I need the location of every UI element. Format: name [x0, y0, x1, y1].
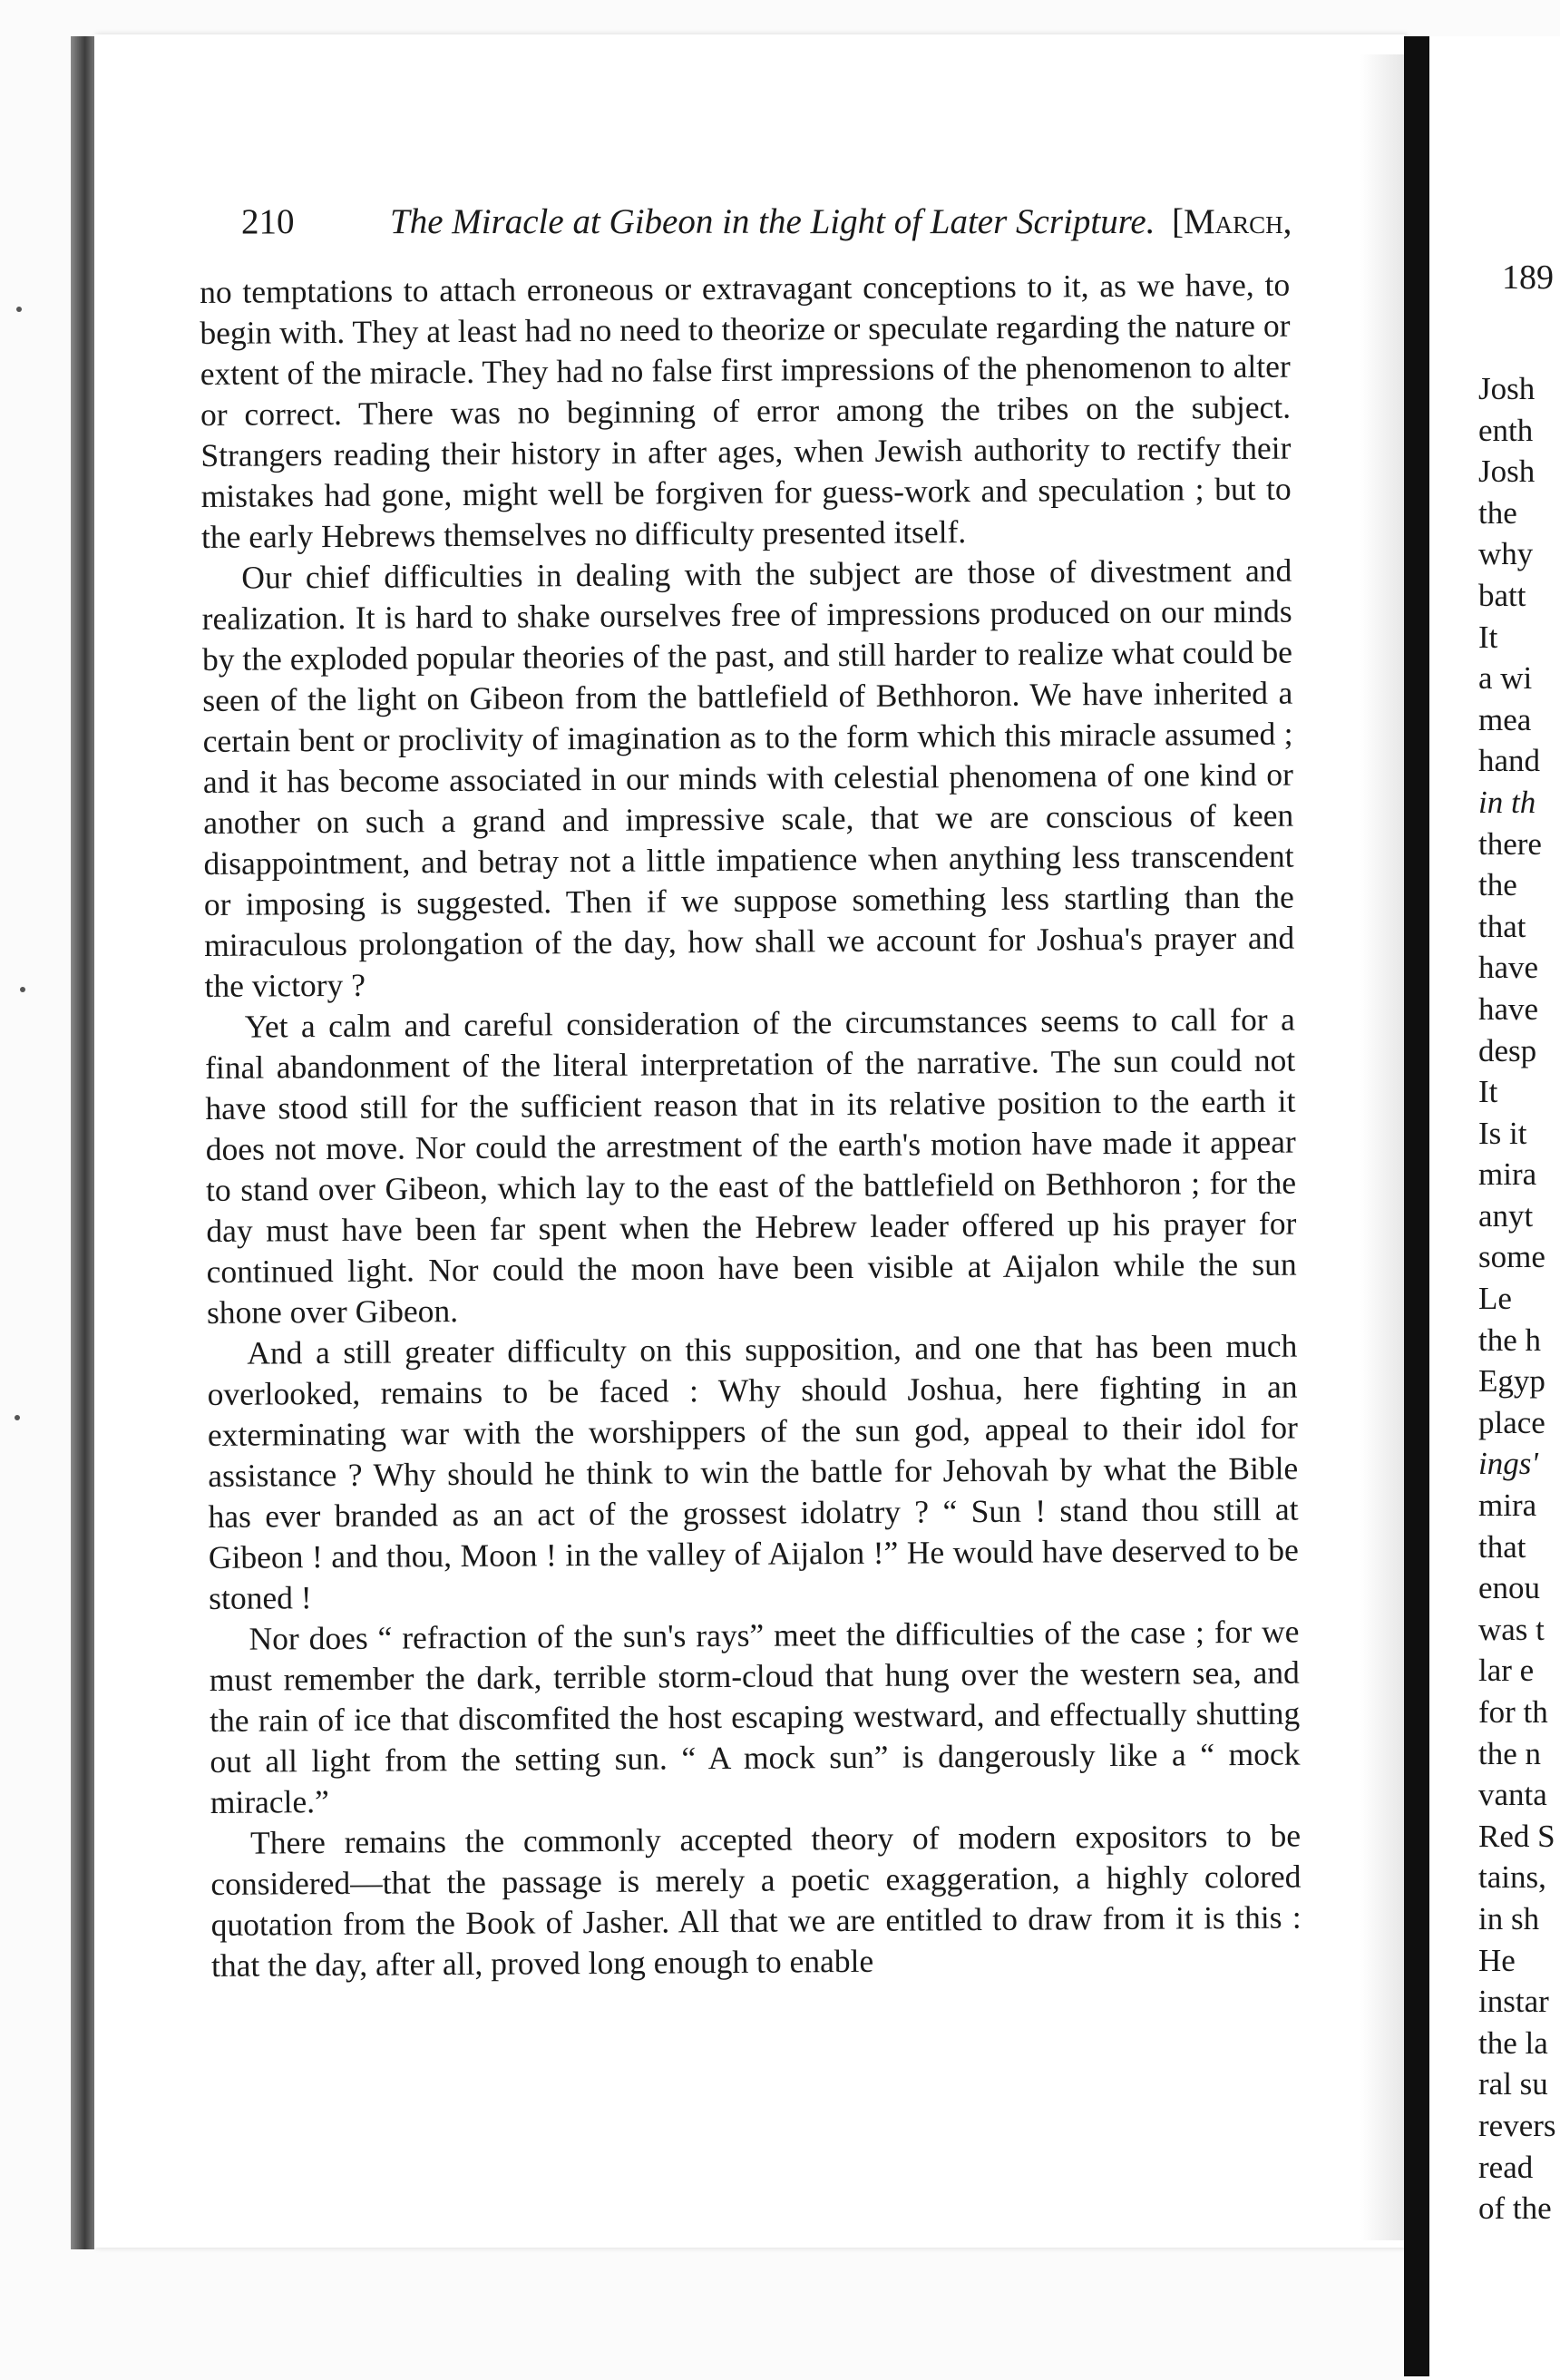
line-fragment: Josh [1478, 454, 1536, 490]
running-title: The Miracle at Gibeon in the Light of Later Scripture. [390, 202, 1155, 241]
book-gutter [1404, 36, 1429, 2376]
line-fragment: read [1478, 2149, 1534, 2185]
paragraph: Our chief difficulties in dealing with the subject are those of divestment and realization. It is hard to shake ourselves free of impressions produced on our minds by the exploded popular theories of the past, and still harder to realize what could be seen of the light on Gibeon from the battlefield of Bethhoron. We have inherited a certain bent or proclivity of imagination as to the form which this miracle assumed ; and it has become associated in our minds with celestial phenomena of one kind or another on such a grand and impressive scale, that we are conscious of keen disappointment, and betray not a little impatience when anything less transcendent or imposing is suggested. Then if we suppose something less startling than the miraculous prolongation of the day, how shall we account for Joshua's prayer and the victory ? [201, 551, 1295, 1004]
line-fragment: ral su [1478, 2066, 1548, 2102]
line-fragment: of the [1478, 2190, 1552, 2227]
line-fragment: the [1478, 867, 1517, 903]
line-fragment: lar e [1478, 1653, 1535, 1689]
line-fragment: in sh [1478, 1900, 1540, 1936]
line-fragment: ings' [1478, 1446, 1538, 1482]
dust-speck [15, 1415, 20, 1420]
right-page-number: 189 [1502, 258, 1554, 297]
line-fragment: have [1478, 990, 1539, 1027]
line-fragment: mira [1478, 1156, 1537, 1193]
body-text [200, 265, 1302, 1986]
line-fragment: Is it [1478, 1115, 1527, 1151]
line-fragment: for th [1478, 1694, 1548, 1730]
right-page-lines [1478, 368, 1560, 2229]
page-number: 210 [241, 202, 295, 241]
line-fragment: hand [1478, 743, 1541, 779]
line-fragment: tains, [1478, 1859, 1546, 1896]
page-edge-shadow [1360, 54, 1406, 2240]
line-fragment: enou [1478, 1570, 1541, 1606]
paragraph: Nor does “ refraction of the sun's rays” meet the difficulties of the case ; for we must remember the dark, terrible storm-cloud that hung over the western sea, and the rain of ice that discomfited the host escaping westward, and effectually shutting out all light from the setting sun. “ A mock sun” is dangerously like a “ mock miracle.” [209, 1613, 1301, 1820]
line-fragment: that [1478, 908, 1526, 944]
line-fragment: place [1478, 1404, 1545, 1440]
line-fragment: some [1478, 1239, 1545, 1275]
line-fragment: the [1478, 494, 1517, 531]
line-fragment: It [1478, 619, 1498, 655]
line-fragment: vanta [1478, 1777, 1547, 1813]
right-page-fragment [1429, 36, 1560, 2380]
line-fragment: batt [1478, 577, 1526, 613]
left-binding-shadow [71, 36, 94, 2249]
line-fragment: It [1478, 1074, 1498, 1110]
line-fragment: instar [1478, 1984, 1549, 2020]
line-fragment: the n [1478, 1735, 1542, 1771]
line-fragment: enth [1478, 412, 1534, 448]
dust-speck [16, 307, 22, 312]
line-fragment: He [1478, 1942, 1516, 1978]
line-fragment: Egyp [1478, 1363, 1545, 1400]
paragraph: There remains the commonly accepted theory of modern expositors to be considered—that the passage is merely a poetic exaggeration, a highly colored quotation from the Book of Jasher. All that we are entitled to draw from it is this : that the day, after all, proved long enough to enable [210, 1817, 1302, 1984]
dust-speck [20, 987, 25, 992]
line-fragment: have [1478, 950, 1539, 986]
running-header [234, 198, 1313, 261]
header-month: [March, [1172, 202, 1292, 241]
line-fragment: mira [1478, 1488, 1537, 1524]
line-fragment: there [1478, 825, 1542, 862]
line-fragment: that [1478, 1528, 1526, 1565]
line-fragment: the la [1478, 2024, 1548, 2061]
paragraph: Yet a calm and careful consideration of the circumstances seems to call for a final abandonment of the literal interpretation of the narrative. The sun could not have stood still for the sufficient reason that in its relative position to the earth it does not move. Nor could the arrestment of the earth's motion have made it appear to stand over Gibeon, which lay to the east of the battlefield on Bethhoron ; for the day must have been far spent when the Hebrew leader offered up his prayer for continued light. Nor could the moon have been visible at Aijalon while the sun shone over Gibeon. [204, 1000, 1297, 1331]
line-fragment: the h [1478, 1322, 1542, 1358]
line-fragment: Josh [1478, 371, 1536, 406]
paragraph: no temptations to attach erroneous or extravagant conceptions to it, as we have, to begin with. They at least had no need to theorize or speculate regarding the nature or extent of the miracle. They had no false first impressions of the phenomenon to alter or correct. There was no beginning of error among the tribes on the subject. Strangers reading their history in after ages, when Jewish authority to rectify their mistakes had gone, might well be forgiven for guess-work and speculation ; but to the early Hebrews themselves no difficulty presented itself. [200, 266, 1292, 555]
line-fragment: desp [1478, 1032, 1537, 1068]
paragraph: And a still greater difficulty on this supposition, and one that has been much overlooked, remains to be faced : Why should Joshua, here fighting in an exterminating war with the worshippers of the sun god, appeal to their idol for assistance ? Why should he think to win the battle for Jehovah by what the Bible has ever branded as an act of the grossest idolatry ? “ Sun ! stand thou still at Gibeon ! and thou, Moon ! in the valley of Aijalon !” He would have deserved to be stoned ! [207, 1327, 1300, 1616]
line-fragment: why [1478, 536, 1534, 572]
line-fragment: mea [1478, 701, 1532, 737]
line-fragment: a wi [1478, 660, 1533, 697]
line-fragment: revers [1478, 2107, 1556, 2143]
line-fragment: anyt [1478, 1197, 1534, 1234]
line-fragment: Red S [1478, 1818, 1555, 1854]
line-fragment: Le [1478, 1281, 1512, 1317]
line-fragment: was t [1478, 1611, 1545, 1647]
line-fragment: in th [1478, 784, 1536, 820]
